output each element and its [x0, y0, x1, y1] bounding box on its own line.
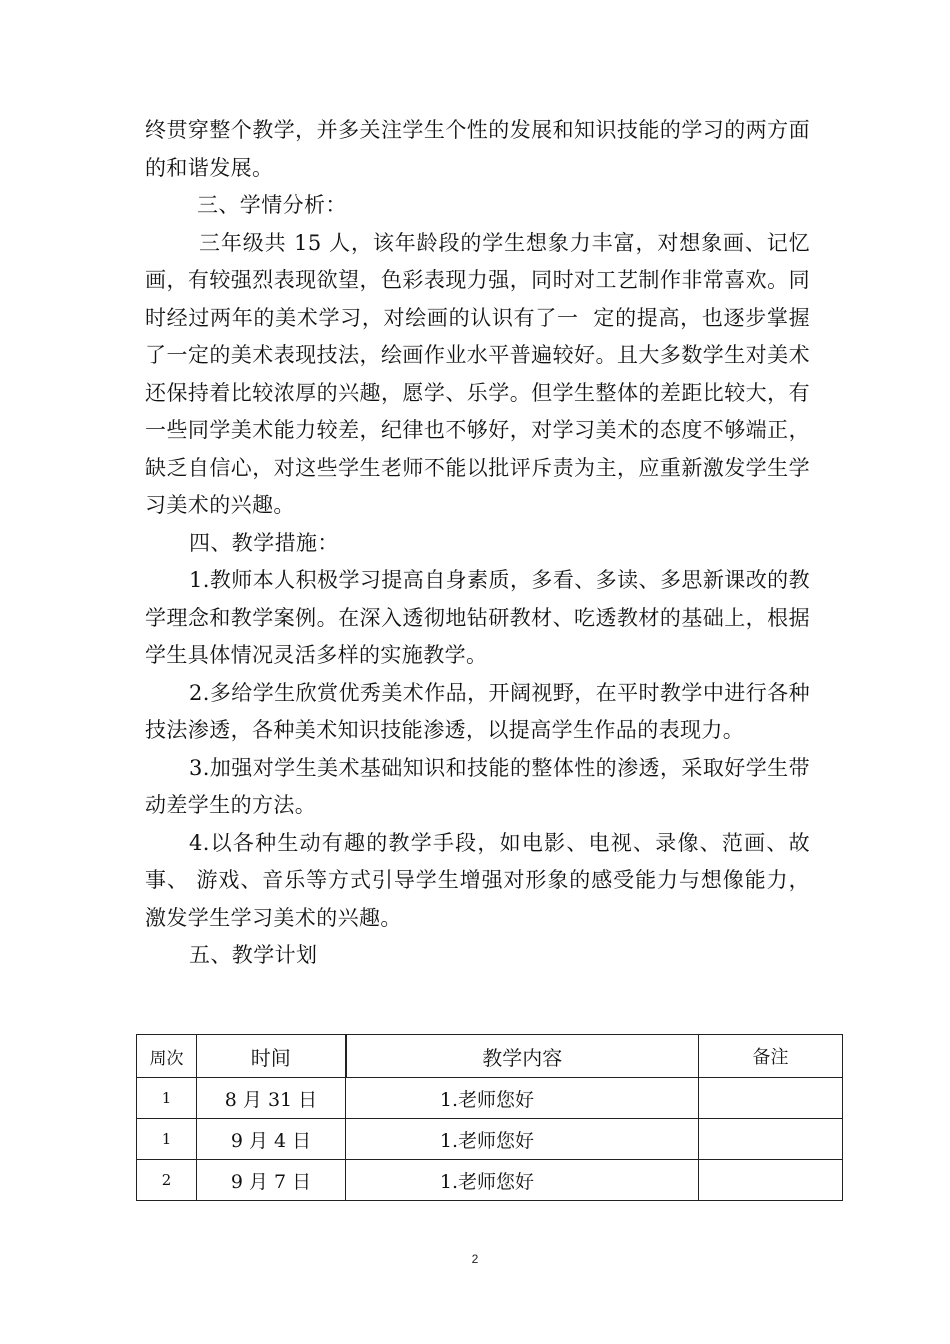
measure-item-2: 2.多给学生欣赏优秀美术作品，开阔视野，在平时教学中进行各种 技法渗透，各种美术知识技能渗透，以提高学生作品的表现力。 [145, 680, 825, 742]
cell-note [699, 1119, 843, 1160]
paragraph-learning-analysis: 三年级共 15 人，该年龄段的学生想象力丰富，对想象画、记忆画，有较强烈表现欲望，色彩表现力强，同时对工艺制作非常喜欢。同时经过两年的美术学习，对绘画的认识有了一 定的提高，也逐步掌握了一定的美术表现技法，绘画作业水平普遍较好。且大多数学生对美术还保持着比较浓厚的兴趣，愿学、乐学。但学生整体的差距比较大，有一些同学美术能力较差，纪律也不够好，对学习美术的态度不够端正，缺乏自信心，对这些学生老师不能以批评斥责为主，应重新激发学生学习美术的兴趣。 [145, 230, 810, 517]
cell-content: 1.老师您好 [346, 1119, 699, 1160]
cell-content: 1.老师您好 [346, 1078, 699, 1119]
header-content: 教学内容 [346, 1035, 699, 1078]
page-number: 2 [471, 1252, 479, 1266]
table-header-row [137, 1035, 843, 1078]
cell-time: 9 月 4 日 [197, 1119, 346, 1160]
measure-item-4: 4.以各种生动有趣的教学手段，如电影、电视、录像、范画、故事、 游戏、音乐等方式引导学生增强对形象的感受能力与想像能力，激发学生学习美术的兴趣。 [145, 830, 810, 930]
cell-time: 8 月 31 日 [197, 1078, 346, 1119]
cell-content: 1.老师您好 [346, 1160, 699, 1201]
measure-item-3: 3.加强对学生美术基础知识和技能的整体性的渗透，采取好学生带动差学生的方法。 [145, 755, 810, 817]
cell-time: 9 月 7 日 [197, 1160, 346, 1201]
table-row [137, 1160, 843, 1201]
teaching-plan-table [136, 1034, 843, 1201]
cell-note [699, 1078, 843, 1119]
header-week: 周次 [137, 1035, 197, 1078]
cell-week: 1 [137, 1078, 197, 1119]
header-time: 时间 [197, 1035, 346, 1078]
paragraph-continuation: 终贯穿整个教学，并多关注学生个性的发展和知识技能的学习的两方面的和谐发展。 [145, 118, 810, 180]
teaching-plan-table-container [136, 1034, 842, 1201]
cell-week: 1 [137, 1119, 197, 1160]
section-heading-teaching-plan: 五、教学计划 [189, 943, 318, 967]
cell-note [699, 1160, 843, 1201]
cell-week: 2 [137, 1160, 197, 1201]
header-note: 备注 [699, 1035, 843, 1078]
measure-item-1: 1.教师本人积极学习提高自身素质，多看、多读、多思新课改的教学理念和教学案例。在深入透彻地钻研教材、吃透教材的基础上，根据学生具体情况灵活多样的实施教学。 [145, 568, 810, 667]
section-heading-learning-analysis: 三、学情分析： [197, 193, 347, 217]
document-body [145, 112, 825, 975]
table-row [137, 1078, 843, 1119]
section-heading-teaching-measures: 四、教学措施： [189, 530, 339, 555]
table-row [137, 1119, 843, 1160]
